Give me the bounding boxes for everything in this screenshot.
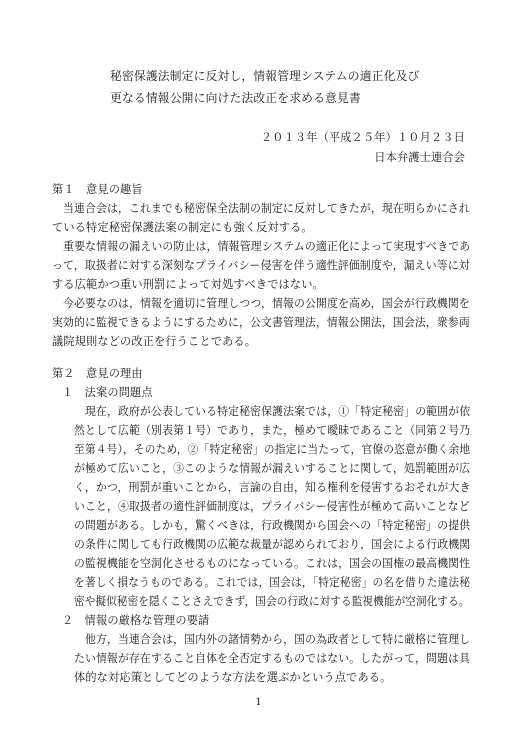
section2-sub2-heading: ２ 情報の厳格な管理の要請 bbox=[62, 614, 210, 627]
section2-sub1-line: の監視機能を空洞化させるものになっている。これは，国会の国権の最高機関性 bbox=[74, 557, 471, 570]
section2-sub1-line: が極めて広いこと，③このような情報が漏えいすることに関して，処罰範囲が広 bbox=[74, 462, 471, 475]
title-line-1: 秘密保護法制定に反対し，情報管理システムの適正化及び bbox=[110, 69, 420, 83]
section1-line: する広範かつ重い刑罰によって対処すべきではない。 bbox=[52, 278, 324, 291]
section2-sub1-line: 然として広範（別表第１号）であり，また，極めて曖昧であること（同第２号乃 bbox=[74, 424, 471, 437]
section2-sub1-line: 現在，政府が公表している特定秘密保護法案では，①「特定秘密」の範囲が依 bbox=[74, 405, 471, 418]
section2-sub2-line: たい情報が存在すること自体を全否定するものではない。したがって，問題は具 bbox=[74, 652, 471, 665]
section1-heading: 第１ 意見の趣旨 bbox=[52, 183, 143, 196]
section1-line: って，取扱者に対する深刻なプライバシー侵害を伴う適性評価制度や，漏えい等に対 bbox=[52, 259, 470, 272]
section1-line: 当連合会は，これまでも秘密保全法制の制定に反対してきたが，現在明らかにされ bbox=[52, 202, 470, 215]
section1-line: 重要な情報の漏えいの防止は，情報管理システムの適正化によって実現すべきであ bbox=[52, 240, 471, 253]
section2-sub1-line: いこと，④取扱者の適性評価制度は，プライバシー侵害性が極めて高いことなど bbox=[74, 500, 470, 513]
section2-heading: 第２ 意見の理由 bbox=[52, 367, 143, 380]
page-number: 1 bbox=[255, 697, 262, 708]
section2-sub1-heading: １ 法案の問題点 bbox=[62, 386, 153, 399]
section2-sub1-line: の問題がある。しかも，驚くべきは，行政機関から国会への「特定秘密」の提供 bbox=[74, 519, 471, 532]
section1-line: 議院規則などの改正を行うことである。 bbox=[52, 335, 257, 348]
section1-line: ている特定秘密保護法案の制定にも強く反対する。 bbox=[52, 221, 313, 234]
title-line-2: 更なる情報公開に向けた法改正を求める意見書 bbox=[110, 91, 361, 105]
section2-sub1-line: を著しく損なうものである。これでは，国会は，「特定秘密」の名を借りた違法秘 bbox=[74, 576, 471, 589]
section2-sub1-line: 密や擬似秘密を隠くことさえできず，国会の行政に対する監視機能が空洞化する。 bbox=[74, 595, 470, 608]
section2-sub1-line: 至第４号），そのため，②「特定秘密」の指定に当たって，官僚の恣意が働く余地 bbox=[74, 443, 471, 456]
section1-line: 実効的に監視できるようにするために，公文書管理法，情報公開法，国会法，衆参両 bbox=[52, 316, 470, 329]
date-line: ２０１３年（平成２５年）１０月２３日 bbox=[260, 131, 465, 144]
section2-sub1-line: の条件に関しても行政機関の広範な裁量が認められており，国会による行政機関 bbox=[74, 538, 471, 551]
section2-sub2-line: 体的な対応策としてどのような方法を選ぶかという点である。 bbox=[74, 671, 392, 684]
author-line: 日本弁護士連合会 bbox=[374, 151, 465, 164]
section2-sub1-line: く，かつ，刑罰が重いことから，言論の自由，知る権利を侵害するおそれが大き bbox=[74, 481, 471, 494]
section1-line: 今必要なのは，情報を適切に管理しつつ，情報の公開度を高め，国会が行政機関を bbox=[52, 297, 470, 310]
section2-sub2-line: 他方，当連合会は，国内外の諸情勢から，国の為政者として特に厳格に管理し bbox=[74, 633, 471, 646]
